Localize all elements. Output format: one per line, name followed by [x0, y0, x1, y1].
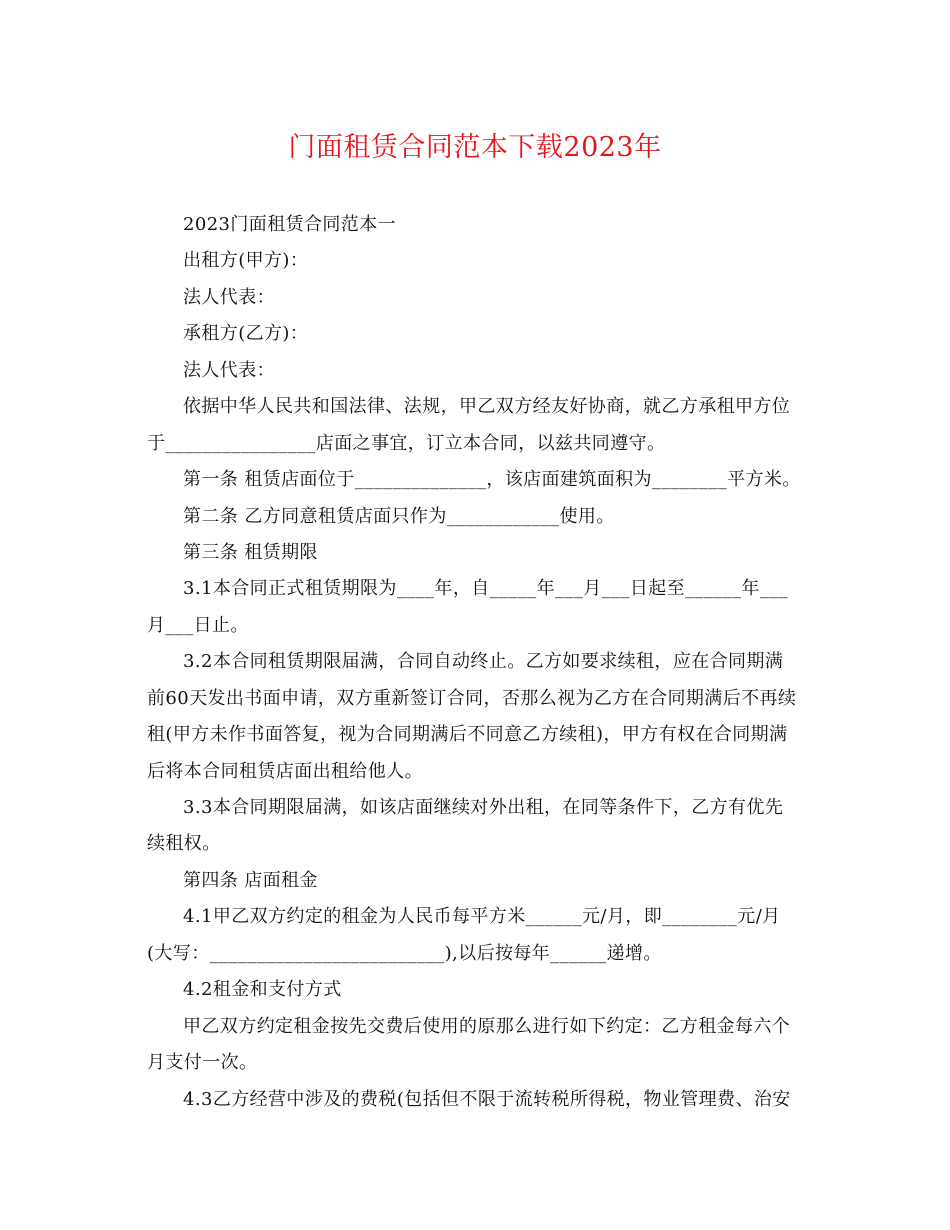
document-line: 第三条 租赁期限 — [183, 541, 318, 563]
document-line: 甲乙双方约定租金按先交费后使用的原那么进行如下约定：乙方租金每六个 — [183, 1015, 791, 1037]
document-line: 4.1甲乙双方约定的租金为人民币每平方米______元/月，即________元/月 — [183, 906, 781, 928]
document-line: 第四条 店面租金 — [183, 869, 318, 891]
document-line: 3.1本合同正式租赁期限为____年，自_____年___月___日起至______年___ — [183, 578, 789, 600]
document-line: 2023门面租赁合同范本一 — [183, 214, 397, 235]
document-line: 出租方(甲方)： — [183, 250, 309, 272]
document-line: 依据中华人民共和国法律、法规，甲乙双方经友好协商，就乙方承租甲方位 — [183, 396, 791, 418]
document-line: 4.3乙方经营中涉及的费税(包括但不限于流转税所得税，物业管理费、治安 — [183, 1088, 791, 1110]
document-line: 租(甲方未作书面答复，视为合同期满后不同意乙方续租)，甲方有权在合同期满 — [147, 724, 788, 746]
document-line: 月支付一次。 — [147, 1052, 258, 1074]
document-line: 前60天发出书面申请，双方重新签订合同，否那么视为乙方在合同期满后不再续 — [147, 687, 797, 709]
document-line: 法人代表： — [183, 286, 275, 308]
document-line: 3.2本合同租赁期限届满，合同自动终止。乙方如要求续租，应在合同期满 — [183, 651, 784, 673]
document-body — [147, 207, 807, 1118]
document-line: 第二条 乙方同意租赁店面只作为____________使用。 — [183, 505, 615, 527]
document-line: 法人代表： — [183, 359, 275, 381]
document-line: 4.2租金和支付方式 — [183, 979, 342, 1001]
document-line: 月___日止。 — [147, 614, 249, 636]
document-line: 第一条 租赁店面位于______________，该店面建筑面积为________平方米。 — [183, 469, 801, 491]
document-line: 承租方(乙方)： — [183, 323, 309, 345]
document-title: 门面租赁合同范本下载2023年 — [288, 132, 662, 163]
document-line: (大写：_________________________),以后按每年______递增。 — [147, 942, 662, 964]
document-line: 后将本合同租赁店面出租给他人。 — [147, 760, 423, 782]
document-line: 3.3本合同期限届满，如该店面继续对外出租，在同等条件下，乙方有优先 — [183, 797, 784, 818]
document-line: 于________________店面之事宜，订立本合同，以兹共同遵守。 — [147, 432, 666, 454]
document-line: 续租权。 — [147, 833, 221, 855]
